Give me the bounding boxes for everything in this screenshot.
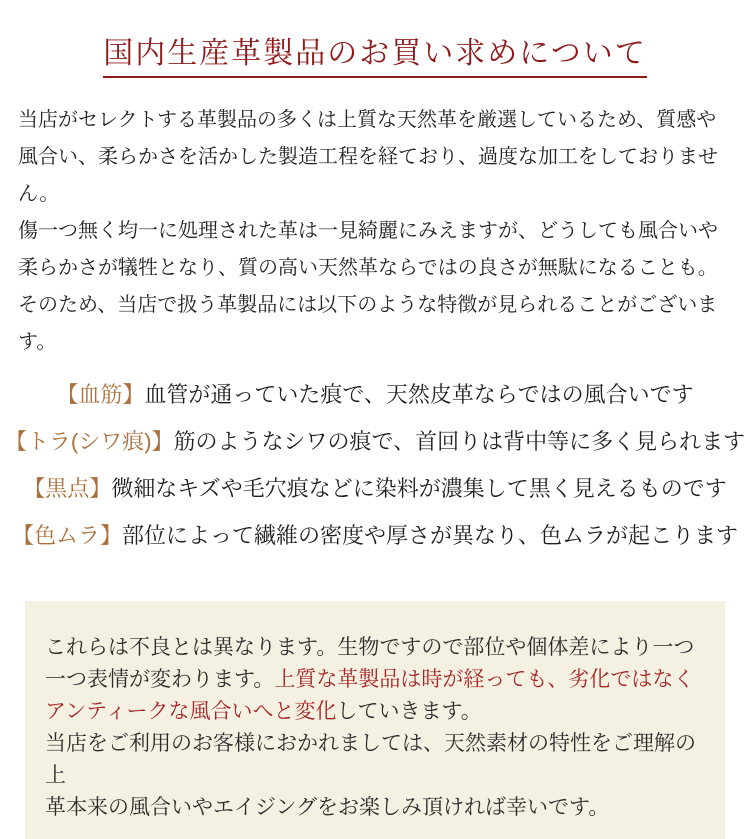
feature-text: 血管が通っていた痕で、天然皮革ならではの風合いです xyxy=(144,382,694,407)
feature-item-kokuten xyxy=(0,475,750,502)
notice-line xyxy=(45,631,707,663)
feature-text: 筋のようなシワの痕で、首回りは背中等に多く見られます xyxy=(173,429,746,454)
notice-line xyxy=(45,791,707,823)
intro-line: 傷一つ無く均一に処理された革は一見綺麗にみえますが、どうしても風合いや xyxy=(18,220,718,242)
intro-line: 当店がセレクトする革製品の多くは上質な天然革を厳選しているため、質感や xyxy=(18,109,717,131)
feature-item-chisuji xyxy=(0,381,750,408)
feature-item-iromura xyxy=(0,522,750,549)
feature-label: 【黒点】 xyxy=(23,476,112,501)
feature-text: 微細なキズや毛穴痕などに染料が濃集して黒く見えるものです xyxy=(111,476,727,501)
intro-line: 柔らかさが犠牲となり、質の高い天然革ならではの良さが無駄になることも。 xyxy=(18,257,718,279)
feature-label: 【色ムラ】 xyxy=(11,523,122,548)
intro-paragraph xyxy=(18,102,734,361)
feature-list xyxy=(0,381,750,549)
notice-text-red: 上質な革製品は時が経っても、劣化ではなく xyxy=(274,667,695,691)
notice-text: 革本来の風合いやエイジングをお楽しみ頂ければ幸いです。 xyxy=(45,795,610,819)
feature-item-tora xyxy=(0,428,750,455)
notice-text: これらは不良とは異なります。生物ですので部位や個体差により一つ xyxy=(45,635,695,659)
notice-box xyxy=(25,601,725,839)
intro-line: そのため、当店で扱う革製品には以下のような特徴が見られることがございます。 xyxy=(18,294,718,353)
notice-line xyxy=(45,727,707,791)
notice-line xyxy=(45,663,707,695)
notice-text-red: アンティークな風合いへと変化 xyxy=(45,699,337,723)
notice-line xyxy=(45,695,707,727)
notice-text: 一つ表情が変わります。 xyxy=(45,667,275,691)
page-title: 国内生産革製品のお買い求めについて xyxy=(103,28,646,78)
notice-text: していきます。 xyxy=(336,699,482,723)
feature-label: 【血筋】 xyxy=(56,382,145,407)
feature-label: 【トラ(シワ痕)】 xyxy=(4,429,174,454)
feature-text: 部位によって繊維の密度や厚さが異なり、色ムラが起こります xyxy=(122,523,739,548)
notice-text: 当店をご利用のお客様におかれましては、天然素材の特性をご理解の上 xyxy=(45,731,696,787)
title-section xyxy=(0,0,750,78)
intro-line: 風合い、柔らかさを活かした製造工程を経ており、過度な加工をしておりません。 xyxy=(18,146,718,205)
